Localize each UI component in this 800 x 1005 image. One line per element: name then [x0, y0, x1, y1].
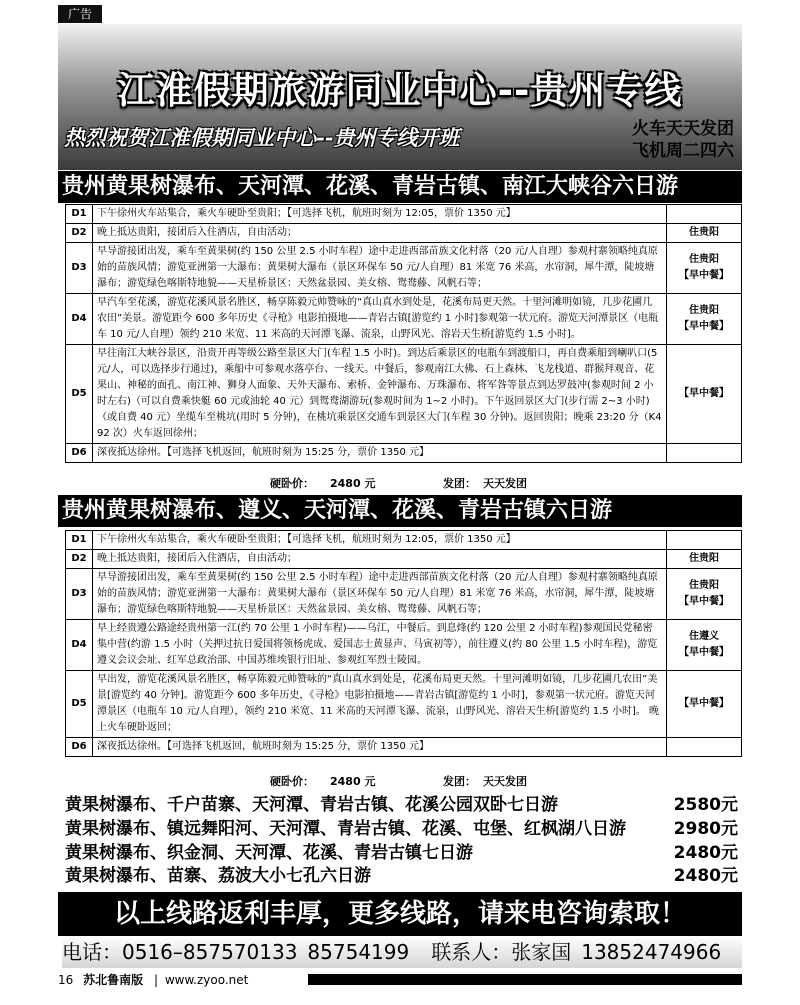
price-value: 2480 元 [330, 477, 376, 490]
itinerary-row [66, 444, 742, 463]
banner-schedule [632, 118, 734, 162]
day-lodging-meal [667, 531, 742, 550]
itinerary-row [66, 671, 742, 738]
day-description: 早汽车至花溪，游览花溪风景名胜区，畅享陈毅元帅赞咏的“真山真水到处是，花溪布局更天然。十里河滩明如镜，几步花圃几农田”美景。游览距今 600 多年历史《寻枪》电影拍摄地——青岩古镇[游览约 1 小时]参观第一状元府。游览天河潭景区（电瓶车 10 元/人自理）领约 210 米宽、11 米高的天河潭飞瀑、流泉，山野风光、溶岩天生桥[游览约 1.5 小时]。 [93, 294, 667, 345]
day-lodging-meal: 住贵阳 【早中餐】 [667, 294, 742, 345]
day-lodging-meal: 【早中餐】 [667, 345, 742, 444]
contact-label: 联系人： [431, 940, 512, 964]
day-description: 深夜抵达徐州。【可选择飞机返回，航班时刻为 15:25 分，票价 1350 元】 [93, 444, 667, 463]
day-lodging-meal: 住贵阳 [667, 224, 742, 243]
day-description: 下午徐州火车站集合，乘火车硬卧至贵阳；【可选择飞机，航班时刻为 12:05，票价 1350 元】 [93, 205, 667, 224]
banner-train-schedule: 火车天天发团 [632, 119, 734, 139]
day-label: D6 [66, 444, 93, 463]
day-label: D4 [66, 620, 93, 671]
day-lodging-meal: 住贵阳 【早中餐】 [667, 569, 742, 620]
itinerary-row [66, 738, 742, 757]
day-description: 早出发，游览花溪风景名胜区，畅享陈毅元帅赞咏的“真山真水到处是，花溪布局更天然。十里河滩明如镜，几步花圃几农田”美景[游览约 40 分钟]。游览距今 600 多年历史，《寻枪》电影拍摄地——青岩古镇[游览约 1 小时]，参观第一状元府。游览天河潭景区（电瓶车 10 元/人自理），领约 210 米宽、11 米高的天河潭飞瀑、流泉，山野风光、溶岩天生桥[游览约 1.5 小时]。 晚上火车硬卧返回； [93, 671, 667, 738]
day-lodging-meal: 住贵阳 [667, 550, 742, 569]
itinerary-row [66, 243, 742, 294]
page-number: 16 [58, 973, 74, 987]
day-lodging-meal: 【早中餐】 [667, 671, 742, 738]
day-description: 早导游接团出发，乘车至黄果树(约 150 公里 2.5 小时车程）途中走进西部苗族文化村落（20 元/人自理）参观村寨领略纯真原始的苗族风情；游览亚洲第一大瀑布：黄果树大瀑布（景区环保车 50 元/人自理）81 米宽 76 米高，水帘洞，犀牛潭，陡坡塘瀑布；游览绿色喀斯特地貌——天星桥景区：天然盆景园、美女榕、鸳鸯藤、风帆石等； [93, 569, 667, 620]
day-label: D6 [66, 738, 93, 757]
day-label: D5 [66, 671, 93, 738]
depart-label: 发团： [443, 477, 476, 490]
website: www.zyoo.net [164, 973, 249, 987]
day-lodging-meal [667, 444, 742, 463]
extra-route-price: 2580元 [673, 795, 738, 815]
day-label: D3 [66, 243, 93, 294]
banner-flight-schedule: 飞机周二四六 [632, 141, 734, 161]
depart-value: 天天发团 [483, 477, 527, 490]
price-label: 硬卧价： [270, 775, 314, 788]
day-label: D1 [66, 205, 93, 224]
day-description: 深夜抵达徐州。【可选择飞机返回，航班时刻为 15:25 分，票价 1350 元】 [93, 738, 667, 757]
itinerary-row [66, 205, 742, 224]
day-lodging-meal: 住贵阳 【早中餐】 [667, 243, 742, 294]
route2-title: 贵州黄果树瀑布、遵义、天河潭、花溪、青岩古镇六日游 [58, 495, 742, 527]
itinerary-row [66, 531, 742, 550]
edition-name: 苏北鲁南版 [83, 973, 144, 987]
day-lodging-meal: 住遵义 【早中餐】 [667, 620, 742, 671]
depart-value: 天天发团 [483, 775, 527, 788]
contact-line [62, 936, 742, 968]
day-label: D2 [66, 224, 93, 243]
ad-tag: 广告 [58, 5, 102, 23]
extra-route-name: 黄果树瀑布、织金洞、天河潭、花溪、青岩古镇七日游 [65, 843, 473, 863]
extra-route-name: 黄果树瀑布、千户苗寨、天河潭、青岩古镇、花溪公园双卧七日游 [65, 795, 558, 815]
contact-name: 张家国 [511, 940, 572, 964]
day-description: 晚上抵达贵阳，接团后入住酒店，自由活动； [93, 550, 667, 569]
footer-decor-bar [308, 974, 742, 985]
day-label: D5 [66, 345, 93, 444]
day-lodging-meal [667, 205, 742, 224]
day-label: D3 [66, 569, 93, 620]
phone-number-2: 85754199 [307, 940, 410, 964]
day-description: 早导游接团出发，乘车至黄果树(约 150 公里 2.5 小时车程）途中走进西部苗族文化村落（20 元/人自理）参观村寨领略纯真原始的苗族风情；游览亚洲第一大瀑布：黄果树大瀑布（景区环保车 50 元/人自理）81 米宽 76 米高，水帘洞，犀牛潭，陡坡塘瀑布；游览绿色喀斯特地貌——天星桥景区：天然盆景园、美女榕、鸳鸯藤、风帆石等； [93, 243, 667, 294]
route2-itinerary-table [65, 530, 742, 757]
depart-label: 发团： [443, 775, 476, 788]
day-description: 早往南江大峡谷景区，沿贵开再等级公路至景区大门(车程 1.5 小时)。到达后乘景区的电瓶车到渡船口，再自费乘船到喇叭口(5 元/人，可以选择步行通过)，乘船中可参观水落亭台、一线天。中餐后，参观南江大佛、石上森林、飞龙栈道、群猴拜观音、花果山、神秘的面孔、南江神、狮身人面象、天外天瀑布、索桥、金钟瀑布、万珠瀑布、将军咎等景点到达罗鼓冲(参观时间 2 小时左右)（可以自费乘快艇 60 元或油轮 40 元）到鸳鸯湖游玩(参观时间为 1~2 小时)。下午返回景区大门(步行需 2~3 小时)（或自费 40 元）坐缆车至桃坑(用时 5 分钟)，在桃坑乘景区交通车到景区大门(车程 30 分钟)。返回贵阳；晚乘 23:20 分（K492 次）火车返回徐州； [93, 345, 667, 444]
extra-route-price: 2480元 [673, 866, 738, 886]
day-label: D1 [66, 531, 93, 550]
day-label: D2 [66, 550, 93, 569]
extra-route-name: 黄果树瀑布、苗寨、荔波大小七孔六日游 [65, 866, 371, 886]
banner-title: 江淮假期旅游同业中心--贵州专线 [117, 69, 683, 112]
extra-route [65, 793, 742, 817]
day-label: D4 [66, 294, 93, 345]
day-description: 晚上抵达贵阳，接团后入住酒店，自由活动； [93, 224, 667, 243]
banner-subtitle: 热烈祝贺江淮假期同业中心--贵州专线开班 [64, 125, 460, 150]
extra-route-name: 黄果树瀑布、镇远舞阳河、天河潭、青岩古镇、花溪、屯堡、红枫湖八日游 [65, 819, 626, 839]
itinerary-row [66, 224, 742, 243]
day-description: 下午徐州火车站集合，乘火车硬卧至贵阳；【可选择飞机，航班时刻为 12:05，票价 1350 元】 [93, 531, 667, 550]
route2-price-row [65, 773, 742, 791]
footer-slogan: 以上线路返利丰厚，更多线路，请来电咨询索取！ [58, 892, 742, 936]
mobile-number: 13852474966 [581, 940, 722, 964]
itinerary-row [66, 345, 742, 444]
itinerary-row [66, 620, 742, 671]
itinerary-row [66, 550, 742, 569]
route1-price-row [65, 475, 742, 493]
route1-itinerary-table [65, 204, 742, 463]
banner [58, 24, 742, 170]
day-lodging-meal [667, 738, 742, 757]
extra-route [65, 817, 742, 841]
phone-number: 0516–857570133 [122, 940, 298, 964]
extra-route [65, 841, 742, 865]
itinerary-row [66, 294, 742, 345]
extra-route [65, 864, 742, 888]
extra-route-price: 2480元 [673, 843, 738, 863]
route1-title: 贵州黄果树瀑布、天河潭、花溪、青岩古镇、南江大峡谷六日游 [58, 171, 742, 203]
price-value: 2480 元 [330, 775, 376, 788]
price-label: 硬卧价： [270, 477, 314, 490]
day-description: 早上经贵遵公路途经贵州第一江(约 70 公里 1 小时车程)——乌江，中餐后。到息烽(约 120 公里 2 小时车程)参观国民党秘密集中营(约游 1.5 小时（关押过抗日爱国将领杨虎成、爱国志士黄显声、马寅初等），前往遵义(约 80 公里 1.5 小时车程)，游览遵义会议会址、红军总政治部、中国苏维埃银行旧址、参观红军烈士陵园。 [93, 620, 667, 671]
extra-route-price: 2980元 [673, 819, 738, 839]
itinerary-row [66, 569, 742, 620]
phone-label: 电话： [62, 940, 122, 964]
page-footer: 16 苏北鲁南版 | www.zyoo.net [58, 973, 249, 987]
